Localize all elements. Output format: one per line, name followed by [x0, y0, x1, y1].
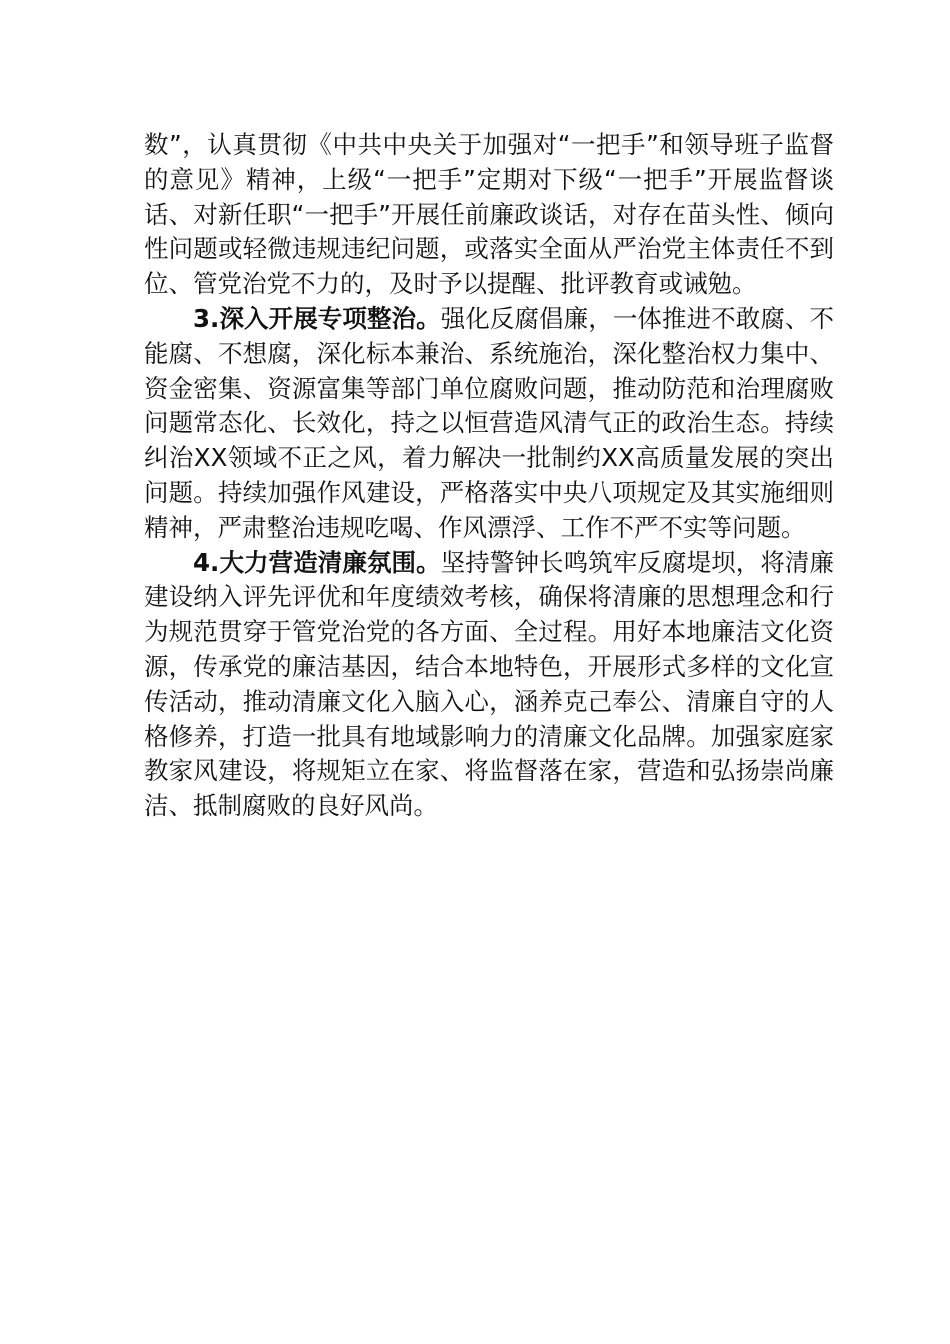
paragraph-continued: [144, 128, 834, 302]
paragraph-special-rectification: [144, 302, 834, 546]
paragraph-heading: 4.大力营造清廉氛围。: [193, 547, 441, 577]
paragraph-text: 坚持警钟长鸣筑牢反腐堤坝，将清廉建设纳入评先评优和年度绩效考核，确保将清廉的思想理念和行为规范贯穿于管党治党的各方面、全过程。用好本地廉洁文化资源，传承党的廉洁基因，结合本地特色，开展形式多样的文化宣传活动，推动清廉文化入脑入心，涵养克己奉公、清廉自守的人格修养，打造一批具有地域影响力的清廉文化品牌。加强家庭家教家风建设，将规矩立在家、将监督落在家，营造和弘扬崇尚廉洁、抵制腐败的良好风尚。: [144, 547, 835, 821]
paragraph-text: 数”，认真贯彻《中共中央关于加强对“一把手”和领导班子监督的意见》精神，上级“一把手”定期对下级“一把手”开展监督谈话、对新任职“一把手”开展任前廉政谈话，对存在苗头性、倾向性问题或轻微违规违纪问题，或落实全面从严治党主体责任不到位、管党治党不力的，及时予以提醒、批评教育或诫勉。: [144, 130, 834, 299]
paragraph-text: 强化反腐倡廉，一体推进不敢腐、不能腐、不想腐，深化标本兼治、系统施治，深化整治权力集中、资金密集、资源富集等部门单位腐败问题，推动防范和治理腐败问题常态化、长效化，持之以恒营造风清气正的政治生态。持续纠治XX领域不正之风，着力解决一批制约XX高质量发展的突出问题。持续加强作风建设，严格落实中央八项规定及其实施细则精神，严肃整治违规吃喝、作风漂浮、工作不严不实等问题。: [144, 303, 835, 542]
paragraph-clean-atmosphere: [144, 546, 834, 824]
document-body: [144, 128, 834, 824]
paragraph-heading: 3.深入开展专项整治。: [193, 303, 441, 333]
